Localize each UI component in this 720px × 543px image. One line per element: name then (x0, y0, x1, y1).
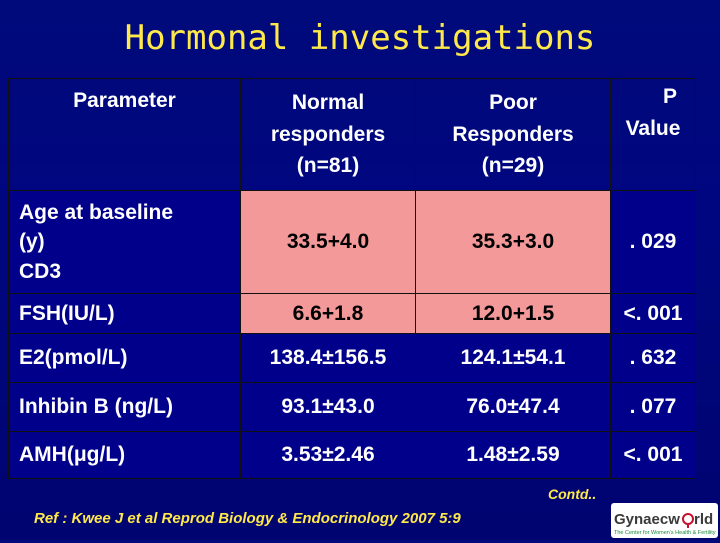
header-parameter (9, 79, 241, 191)
p-value (611, 191, 696, 294)
header-poor-line3: (n=29) (481, 154, 545, 178)
row-label: E2(pmol/L) (9, 334, 241, 383)
poor-value (416, 191, 611, 294)
row-label (9, 191, 241, 294)
header-poor (416, 79, 611, 191)
table-row (9, 294, 696, 334)
normal-value (241, 191, 416, 294)
gynaecworld-logo-graphic (611, 503, 718, 538)
svg-text:The Center for Women's Health: The Center for Women's Health & Fertility (614, 530, 716, 536)
row-label: FSH(IU/L) (9, 294, 241, 334)
table-header-row (9, 79, 696, 191)
row-label-line3: CD3 (19, 259, 62, 283)
header-parameter-label: Parameter (73, 89, 176, 112)
row-label-line2: (y) (19, 230, 45, 254)
p-value: . 632 (611, 334, 696, 383)
header-normal-line2: responders (270, 122, 386, 146)
reference-citation: Ref : Kwee J et al Reprod Biology & Endocrinology 2007 5:9 (34, 510, 461, 527)
header-poor-line2: Responders (452, 122, 574, 146)
header-normal-line1: Normal (291, 91, 365, 115)
hormone-table (8, 78, 696, 479)
row-label: Inhibin B (ng/L) (9, 383, 241, 432)
header-p-value (611, 79, 696, 191)
poor-value: 76.0±47.4 (416, 383, 611, 432)
normal-value: 93.1±43.0 (241, 383, 416, 432)
p-value: <. 001 (611, 432, 696, 479)
table-row (9, 383, 696, 432)
table-row (9, 334, 696, 383)
header-p-line1: P (662, 85, 677, 108)
p-value: . 077 (611, 383, 696, 432)
row-label-line1: Age at baseline (19, 200, 174, 224)
slide-title: Hormonal investigations (124, 18, 596, 58)
svg-text:rld: rld (694, 511, 714, 528)
table-row (9, 432, 696, 479)
p-value-text: . 029 (629, 230, 677, 253)
normal-value: 138.4±156.5 (241, 334, 416, 383)
normal-value: 6.6+1.8 (241, 294, 416, 334)
svg-text:Gynaecw: Gynaecw (614, 511, 680, 528)
header-poor-line1: Poor (489, 91, 537, 115)
poor-value: 1.48±2.59 (416, 432, 611, 479)
normal-value: 3.53±2.46 (241, 432, 416, 479)
contd-label: Contd.. (548, 486, 597, 502)
poor-value: 12.0+1.5 (416, 294, 611, 334)
poor-value-text: 35.3+3.0 (471, 230, 555, 253)
row-label: AMH(μg/L) (9, 432, 241, 479)
p-value: <. 001 (611, 294, 696, 334)
header-p-line2: Value (625, 116, 681, 140)
normal-value-text: 33.5+4.0 (286, 230, 370, 253)
table-row (9, 191, 696, 294)
header-normal (241, 79, 416, 191)
poor-value: 124.1±54.1 (416, 334, 611, 383)
header-normal-line3: (n=81) (296, 154, 360, 178)
gynaecworld-logo (611, 503, 718, 538)
